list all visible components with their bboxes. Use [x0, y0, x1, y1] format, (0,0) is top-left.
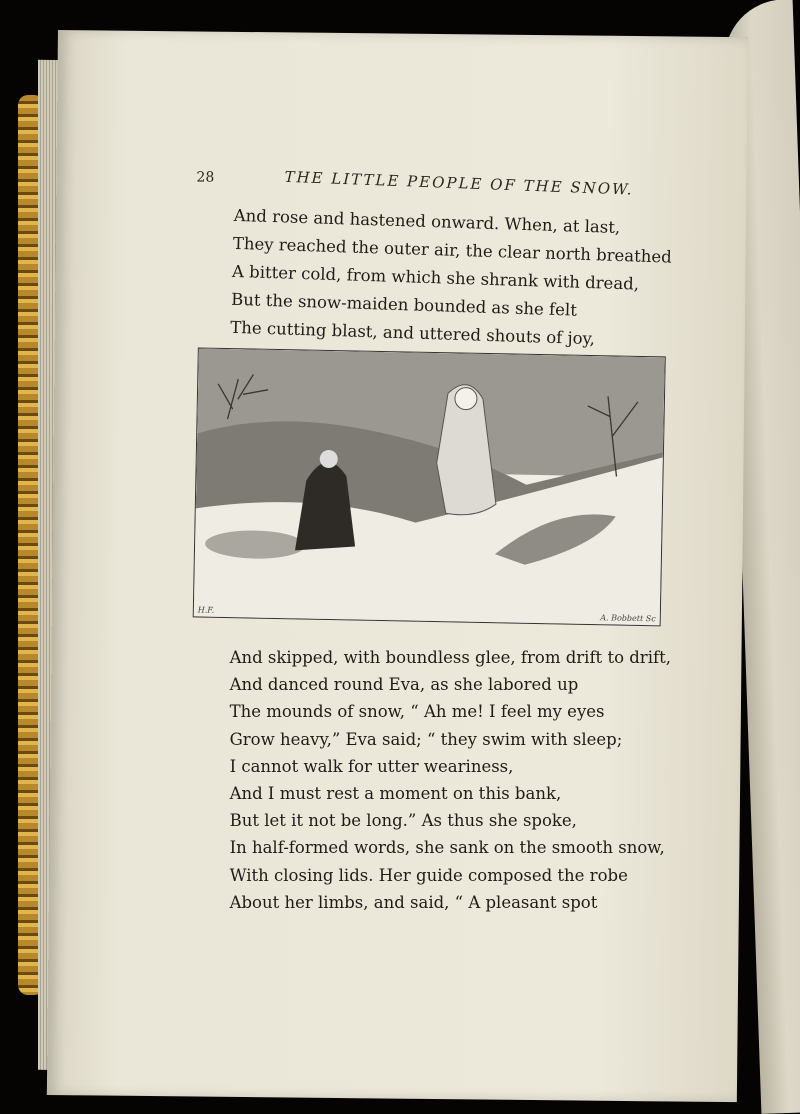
verse-line: About her limbs, and said, “ A pleasant spot	[229, 892, 598, 912]
verse-line: With closing lids. Her guide composed the robe	[229, 865, 628, 885]
running-head: THE LITTLE PEOPLE OF THE SNOW.	[284, 167, 634, 199]
verse-line: And I must rest a moment on this bank,	[229, 783, 562, 803]
snow-scene-image	[194, 348, 665, 625]
verse-line: But the snow-maiden bounded as she felt	[230, 289, 578, 320]
verse-line: I cannot walk for utter weariness,	[229, 756, 514, 776]
verse-line: But let it not be long.” As thus she spoke,	[229, 811, 577, 831]
engraver-signature: A. Bobbett Sc	[600, 613, 656, 624]
verse-line: And danced round Eva, as she labored up	[229, 675, 579, 695]
verse-line: And rose and hastened onward. When, at last,	[233, 205, 621, 237]
verse-line: The mounds of snow, “ Ah me! I feel my eyes	[229, 702, 605, 722]
engraving-illustration	[193, 347, 666, 626]
illustrator-signature: H.F.	[197, 605, 215, 615]
verse-line: Grow heavy,” Eva said; “ they swim with sleep;	[229, 729, 623, 749]
verse-line: In half-formed words, she sank on the smooth snow,	[229, 838, 665, 858]
verse-line: A bitter cold, from which she shrank with dread,	[231, 261, 640, 294]
verse-line: They reached the outer air, the clear north breathed	[232, 233, 673, 267]
page-number: 28	[196, 169, 215, 186]
verse-line: The cutting blast, and uttered shouts of joy,	[229, 317, 596, 349]
verse-bottom	[230, 644, 671, 916]
book-page	[47, 30, 748, 1102]
verse-top	[230, 202, 673, 356]
verse-line: And skipped, with boundless glee, from drift to drift,	[229, 647, 671, 667]
